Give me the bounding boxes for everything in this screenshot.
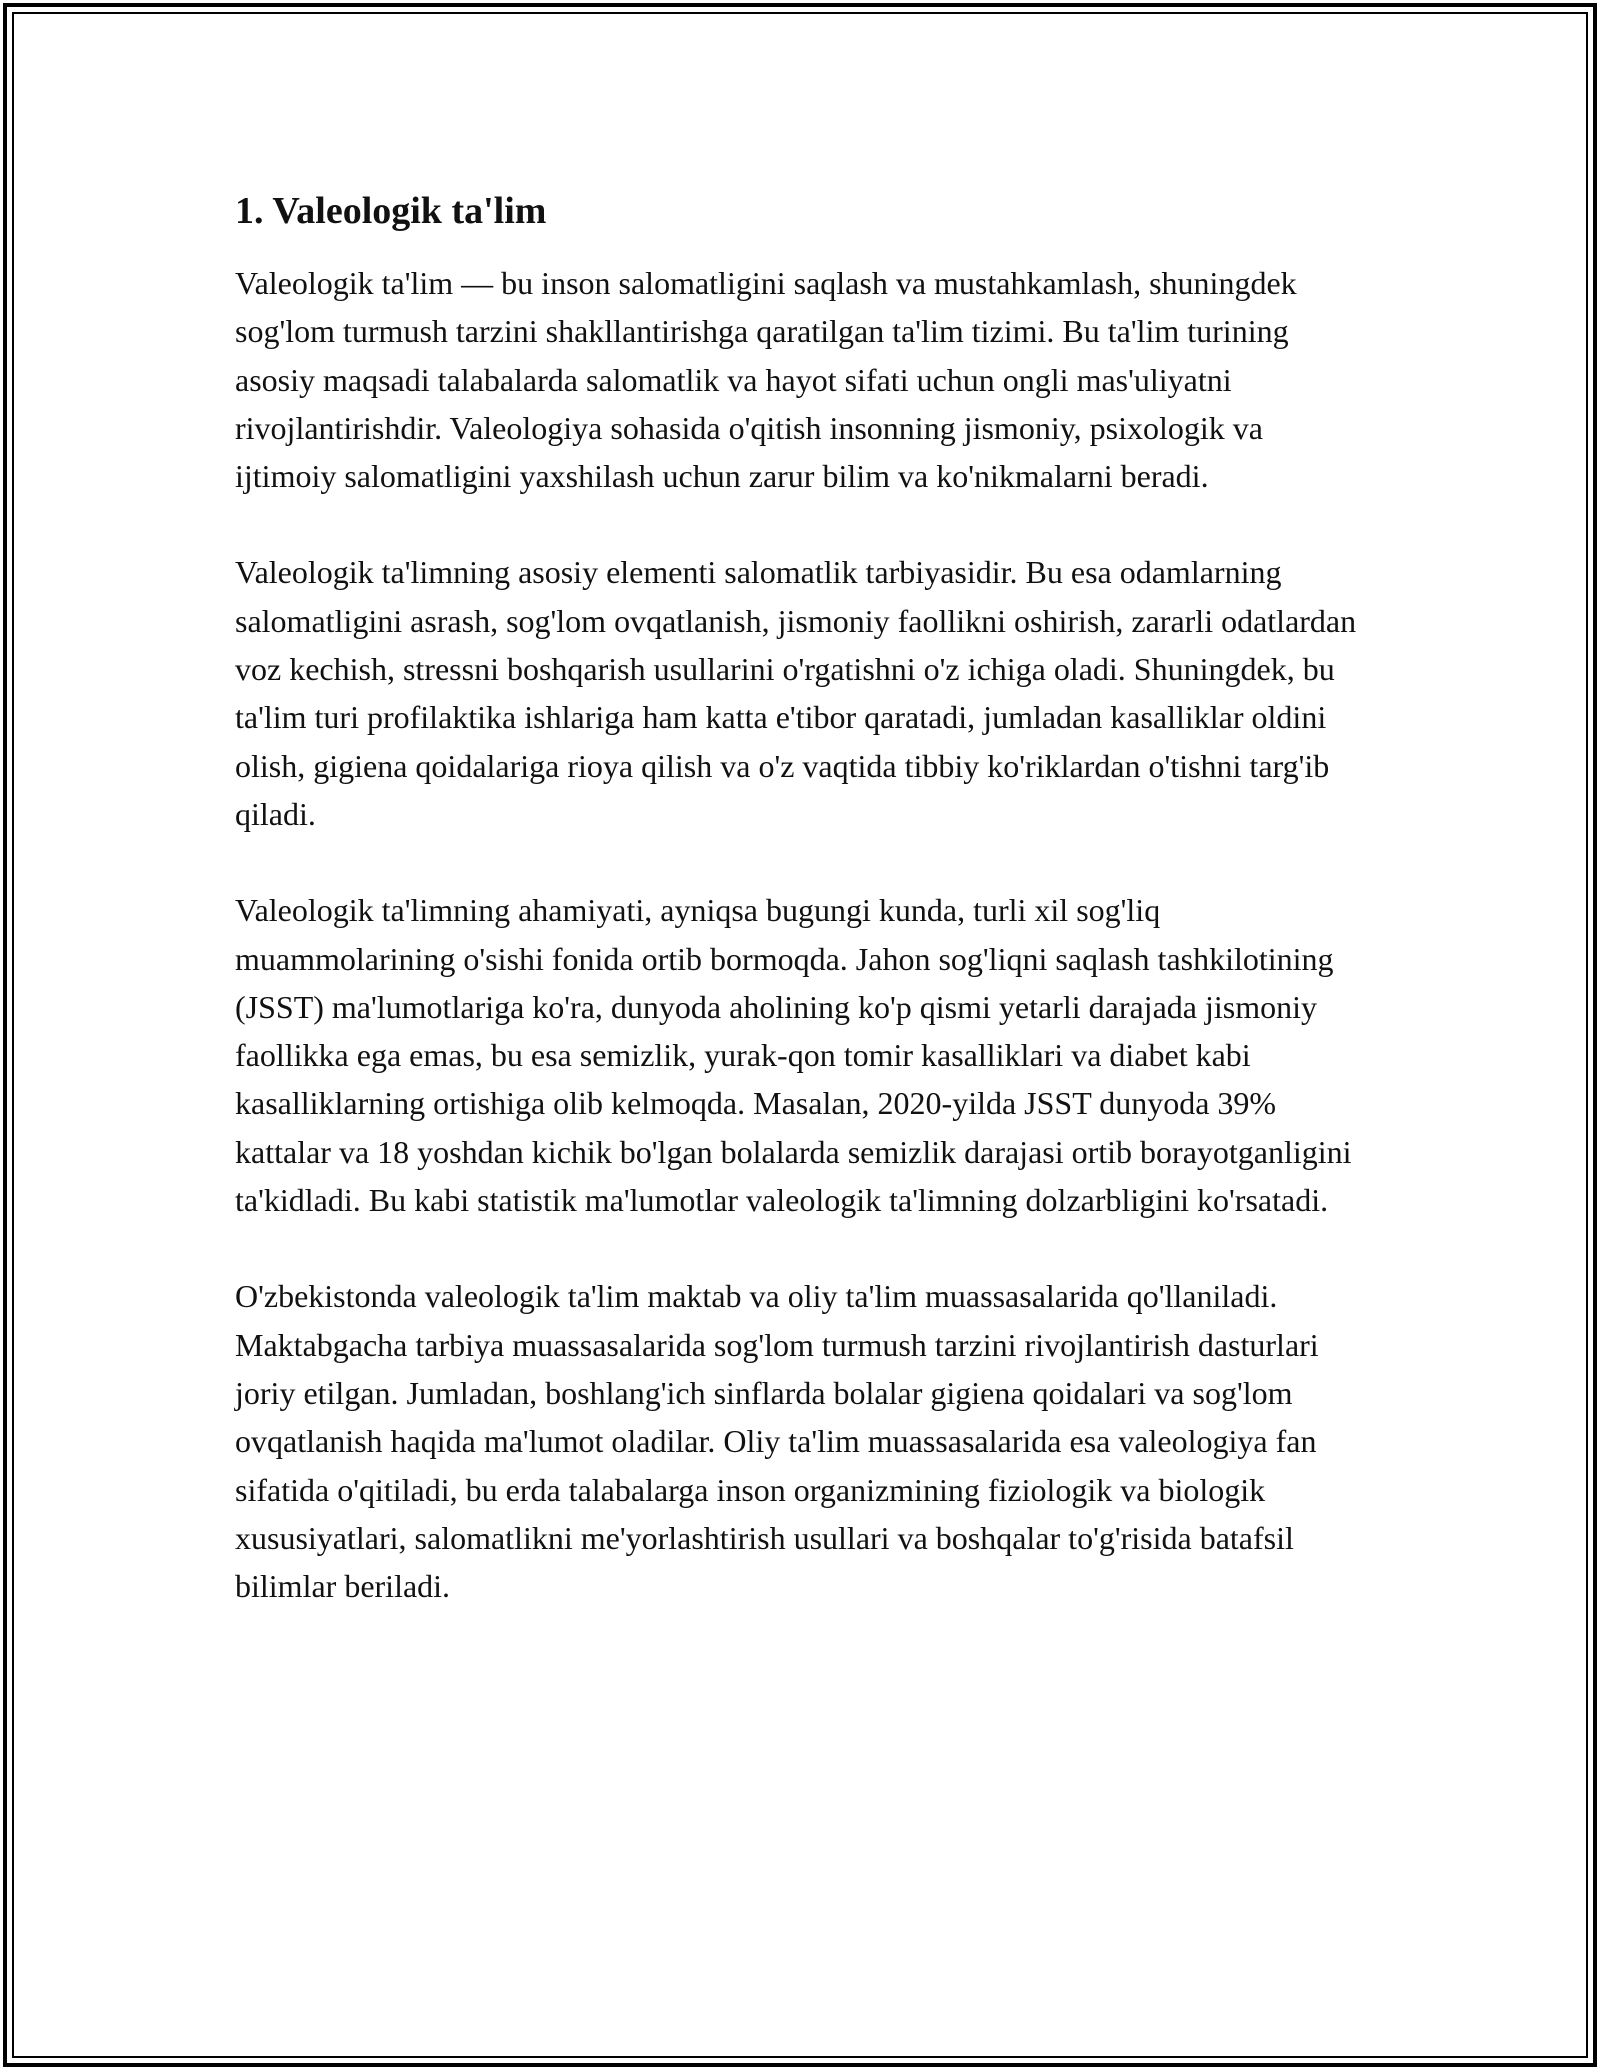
paragraph-1: Valeologik ta'lim — bu inson salomatligini saqlash va mustahkamlash, shuningdek sog'lom turmush tarzini shakllantirishga qaratilgan ta'lim tizimi. Bu ta'lim turining asosiy maqsadi talabalarda salomatlik va hayot sifati uchun ongli mas'uliyatni rivojlantirishdir. Valeologiya sohasida o'qitish insonning jismoniy, psixologik va ijtimoiy salomatligini yaxshilash uchun zarur bilim va ko'nikmalarni beradi. (235, 265, 1297, 495)
paragraph-2: Valeologik ta'limning asosiy elementi salomatlik tarbiyasidir. Bu esa odamlarning salomatligini asrash, sog'lom ovqatlanish, jismoniy faollikni oshirish, zararli odatlardan voz kechish, stressni boshqarish usullarini o'rgatishni o'z ichiga oladi. Shuningdek, bu ta'lim turi profilaktika ishlariga ham katta e'tibor qaratadi, jumladan kasalliklar oldini olish, gigiena qoidalariga rioya qilish va o'z vaqtida tibbiy ko'riklardan o'tishni targ'ib qiladi. (235, 554, 1357, 832)
paragraph-4: O'zbekistonda valeologik ta'lim maktab va oliy ta'lim muassasalarida qo'llaniladi. Maktabgacha tarbiya muassasalarida sog'lom turmush tarzini rivojlantirish dasturlari joriy etilgan. Jumladan, boshlang'ich sinflarda bolalar gigiena qoidalari va sog'lom ovqatlanish haqida ma'lumot oladilar. Oliy ta'lim muassasalarida esa valeologiya fan sifatida o'qitiladi, bu erda talabalarga inson organizmining fiziologik va biologik xususiyatlari, salomatlikni me'yorlashtirish usullari va boshqalar to'g'risida batafsil bilimlar beriladi. (235, 1278, 1319, 1605)
section-heading: 1. Valeologik ta'lim (235, 190, 547, 232)
document-body (235, 185, 1370, 1658)
paragraph-3: Valeologik ta'limning ahamiyati, ayniqsa bugungi kunda, turli xil sog'liq muammolarining o'sishi fonida ortib bormoqda. Jahon sog'liqni saqlash tashkilotining (JSST) ma'lumotlariga ko'ra, dunyoda aholining ko'p qismi yetarli darajada jismoniy faollikka ega emas, bu esa semizlik, yurak-qon tomir kasalliklari va diabet kabi kasalliklarning ortishiga olib kelmoqda. Masalan, 2020-yilda JSST dunyoda 39% kattalar va 18 yoshdan kichik bo'lgan bolalarda semizlik darajasi ortib borayotganligini ta'kidladi. Bu kabi statistik ma'lumotlar valeologik ta'limning dolzarbligini ko'rsatadi. (235, 892, 1352, 1219)
